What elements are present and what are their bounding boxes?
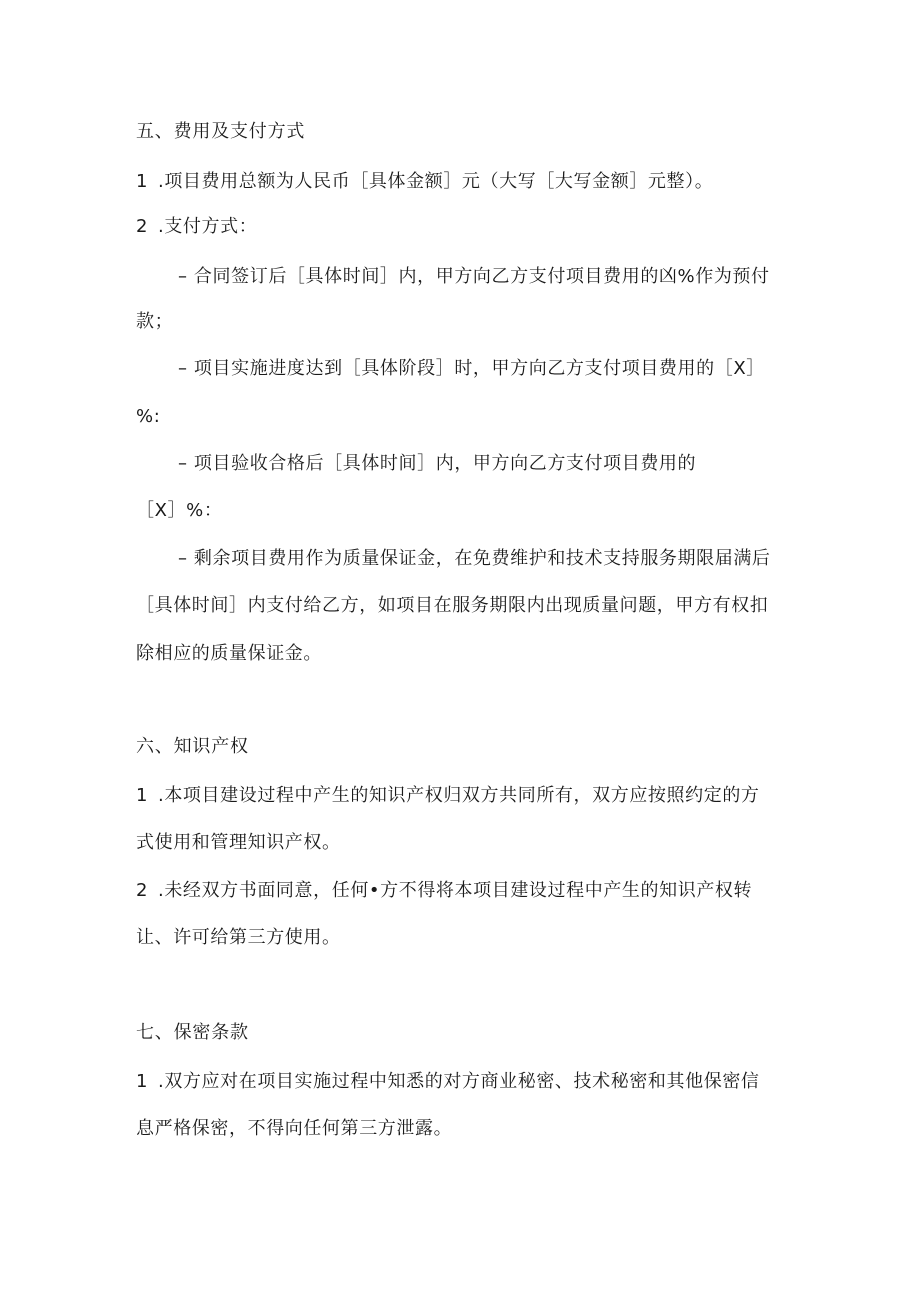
payment-4-line-3: 除相应的质量保证金。 <box>136 643 322 664</box>
section-7-heading: 七、保密条款 <box>136 1022 249 1043</box>
section-5-item-1 <box>136 170 713 194</box>
item-number: 1 <box>136 785 149 806</box>
item-text: .支付方式： <box>158 216 258 237</box>
section-5-item-2 <box>136 215 257 239</box>
payment-4-line-1: – 剩余项目费用作为质量保证金，在免费维护和技术支持服务期限届满后 <box>178 548 771 569</box>
payment-2-line-1: – 项目实施进度达到［具体阶段］时，甲方向乙方支付项目费用的［X］ <box>178 358 765 379</box>
payment-1-line-2: 款； <box>136 311 174 332</box>
section-6-item-2-line-2: 让、许可给第三方使用。 <box>136 927 341 948</box>
payment-1-line-1: – 合同签订后［具体时间］内，甲方向乙方支付项目费用的凶%作为预付 <box>178 266 770 287</box>
payment-4-line-2: ［具体时间］内支付给乙方，如项目在服务期限内出现质量问题，甲方有权扣 <box>136 595 769 616</box>
section-7-item-1-line-1 <box>136 1070 760 1094</box>
item-number: 2 <box>136 216 149 237</box>
payment-3-line-1: – 项目验收合格后［具体时间］内，甲方向乙方支付项目费用的 <box>178 453 697 474</box>
item-text: .本项目建设过程中产生的知识产权归双方共同所有，双方应按照约定的方 <box>158 785 760 806</box>
item-text: .双方应对在项目实施过程中知悉的对方商业秘密、技术秘密和其他保密信 <box>158 1071 760 1092</box>
item-number: 1 <box>136 1071 149 1092</box>
item-text: .项目费用总额为人民币［具体金额］元（大写［大写金额］元整）。 <box>158 171 714 192</box>
section-6-heading: 六、知识产权 <box>136 736 249 757</box>
payment-3-line-2: ［X］%： <box>136 500 223 521</box>
section-6-item-1-line-2: 式使用和管理知识产权。 <box>136 832 341 853</box>
section-6-item-2-line-1 <box>136 879 752 903</box>
item-number: 2 <box>136 880 149 901</box>
item-number: 1 <box>136 171 149 192</box>
section-6-item-1-line-1 <box>136 784 760 808</box>
item-text: .未经双方书面同意，任何•方不得将本项目建设过程中产生的知识产权转 <box>158 880 753 901</box>
section-7-item-1-line-2: 息严格保密，不得向任何第三方泄露。 <box>136 1118 453 1139</box>
payment-2-line-2: %: <box>136 406 161 427</box>
section-5-heading: 五、费用及支付方式 <box>136 121 306 142</box>
